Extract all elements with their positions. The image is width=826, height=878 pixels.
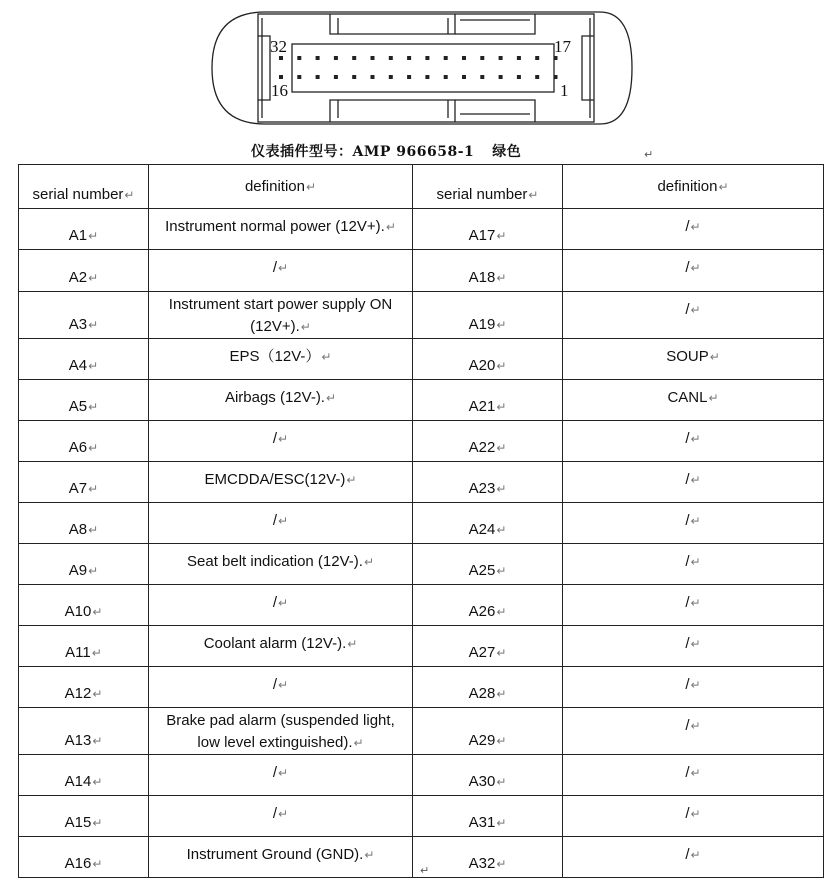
serial-number-cell: A4↵ (19, 339, 149, 380)
definition-cell: EMCDDA/ESC(12V-)↵ (149, 462, 413, 503)
serial-number-cell: A32↵ (413, 837, 563, 878)
pin-contact (499, 56, 503, 60)
definition-cell: /↵ (563, 544, 824, 585)
definition-cell: /↵ (149, 667, 413, 708)
pin-contact (389, 75, 393, 79)
table-row (19, 421, 824, 462)
definition-cell: /↵ (149, 796, 413, 837)
table-row (19, 250, 824, 292)
serial-number-cell: A6↵ (19, 421, 149, 462)
pin-contact (554, 56, 558, 60)
pin-contact (407, 75, 411, 79)
definition-cell: /↵ (563, 626, 824, 667)
definition-cell: /↵ (149, 755, 413, 796)
pin-contact (425, 56, 429, 60)
serial-number-cell: A10↵ (19, 585, 149, 626)
header-definition: definition↵ (149, 165, 413, 209)
definition-cell: /↵ (563, 462, 824, 503)
pin-contact (297, 56, 301, 60)
definition-cell: Brake pad alarm (suspended light, low level extinguished).↵ (149, 708, 413, 755)
table-row (19, 209, 824, 250)
pin-contact (462, 75, 466, 79)
pin-definition-table (18, 164, 824, 878)
definition-cell: /↵ (149, 503, 413, 544)
serial-number-cell: A24↵ (413, 503, 563, 544)
pin-contact (334, 75, 338, 79)
serial-number-cell: A21↵ (413, 380, 563, 421)
serial-number-cell: A18↵ (413, 250, 563, 292)
paragraph-mark-bottom: ↵ (420, 865, 430, 877)
pin-contact (316, 75, 320, 79)
serial-number-cell: A19↵ (413, 292, 563, 339)
definition-cell: /↵ (563, 708, 824, 755)
pin-contact (279, 75, 283, 79)
definition-cell: /↵ (149, 585, 413, 626)
serial-number-cell: A2↵ (19, 250, 149, 292)
pin-contact (535, 56, 539, 60)
definition-cell: CANL↵ (563, 380, 824, 421)
definition-cell: Instrument Ground (GND).↵ (149, 837, 413, 878)
definition-cell: Seat belt indication (12V-).↵ (149, 544, 413, 585)
connector-caption (251, 141, 521, 161)
definition-cell: Instrument normal power (12V+).↵ (149, 209, 413, 250)
serial-number-cell: A22↵ (413, 421, 563, 462)
serial-number-cell: A17↵ (413, 209, 563, 250)
pin-contact (499, 75, 503, 79)
definition-cell: EPS（12V-）↵ (149, 339, 413, 380)
table-row (19, 339, 824, 380)
definition-cell: Instrument start power supply ON (12V+).↵ (149, 292, 413, 339)
caption-model: 仪表插件型号：AMP 966658-1 (251, 144, 475, 160)
pin-contact (407, 56, 411, 60)
serial-number-cell: A5↵ (19, 380, 149, 421)
table-row (19, 544, 824, 585)
pin-contact (425, 75, 429, 79)
definition-cell: SOUP↵ (563, 339, 824, 380)
pin-contact (480, 75, 484, 79)
serial-number-cell: A27↵ (413, 626, 563, 667)
connector-diagram (0, 0, 826, 130)
serial-number-cell: A26↵ (413, 585, 563, 626)
header-serial-number-2: serial number↵ (413, 165, 563, 209)
definition-cell: /↵ (563, 421, 824, 462)
definition-cell: /↵ (563, 209, 824, 250)
pin-contact (279, 56, 283, 60)
serial-number-cell: A15↵ (19, 796, 149, 837)
serial-number-cell: A1↵ (19, 209, 149, 250)
definition-cell: /↵ (563, 503, 824, 544)
definition-cell: /↵ (149, 421, 413, 462)
table-row (19, 667, 824, 708)
serial-number-cell: A20↵ (413, 339, 563, 380)
serial-number-cell: A11↵ (19, 626, 149, 667)
pin-label-1: 1 (560, 81, 569, 100)
definition-cell: /↵ (149, 250, 413, 292)
pin-contact (389, 56, 393, 60)
serial-number-cell: A9↵ (19, 544, 149, 585)
table-row (19, 462, 824, 503)
definition-cell: /↵ (563, 250, 824, 292)
table-row (19, 626, 824, 667)
table-row (19, 708, 824, 755)
serial-number-cell: A23↵ (413, 462, 563, 503)
serial-number-cell: A30↵ (413, 755, 563, 796)
serial-number-cell: A28↵ (413, 667, 563, 708)
serial-number-cell: A29↵ (413, 708, 563, 755)
pin-contact (517, 75, 521, 79)
pin-contact (462, 56, 466, 60)
table-header-row (19, 165, 824, 209)
caption-color: 绿色 (492, 144, 522, 160)
definition-cell: /↵ (563, 755, 824, 796)
pin-contact (554, 75, 558, 79)
table-row (19, 796, 824, 837)
table-row (19, 585, 824, 626)
pin-contact (444, 56, 448, 60)
definition-cell: /↵ (563, 667, 824, 708)
table-row (19, 755, 824, 796)
serial-number-cell: A16↵ (19, 837, 149, 878)
pin-contact (517, 56, 521, 60)
pin-label-17: 17 (554, 37, 571, 56)
header-serial-number: serial number↵ (19, 165, 149, 209)
paragraph-mark: ↵ (644, 149, 654, 161)
definition-cell: /↵ (563, 837, 824, 878)
serial-number-cell: A13↵ (19, 708, 149, 755)
table-row (19, 292, 824, 339)
definition-cell: /↵ (563, 585, 824, 626)
pin-contact (334, 56, 338, 60)
pin-contact (535, 75, 539, 79)
serial-number-cell: A7↵ (19, 462, 149, 503)
pin-contact (352, 56, 356, 60)
pin-contact (480, 56, 484, 60)
header-definition-2: definition↵ (563, 165, 824, 209)
pin-label-16: 16 (271, 81, 288, 100)
pin-contact (371, 56, 375, 60)
pin-contact (316, 56, 320, 60)
serial-number-cell: A8↵ (19, 503, 149, 544)
definition-cell: /↵ (563, 292, 824, 339)
pin-label-32: 32 (270, 37, 287, 56)
serial-number-cell: A31↵ (413, 796, 563, 837)
pin-contact (352, 75, 356, 79)
definition-cell: /↵ (563, 796, 824, 837)
definition-cell: Coolant alarm (12V-).↵ (149, 626, 413, 667)
serial-number-cell: A25↵ (413, 544, 563, 585)
table-row (19, 503, 824, 544)
serial-number-cell: A14↵ (19, 755, 149, 796)
serial-number-cell: A12↵ (19, 667, 149, 708)
pin-contact (297, 75, 301, 79)
pin-contact (444, 75, 448, 79)
definition-cell: Airbags (12V-).↵ (149, 380, 413, 421)
table-row (19, 380, 824, 421)
serial-number-cell: A3↵ (19, 292, 149, 339)
pin-contact (371, 75, 375, 79)
